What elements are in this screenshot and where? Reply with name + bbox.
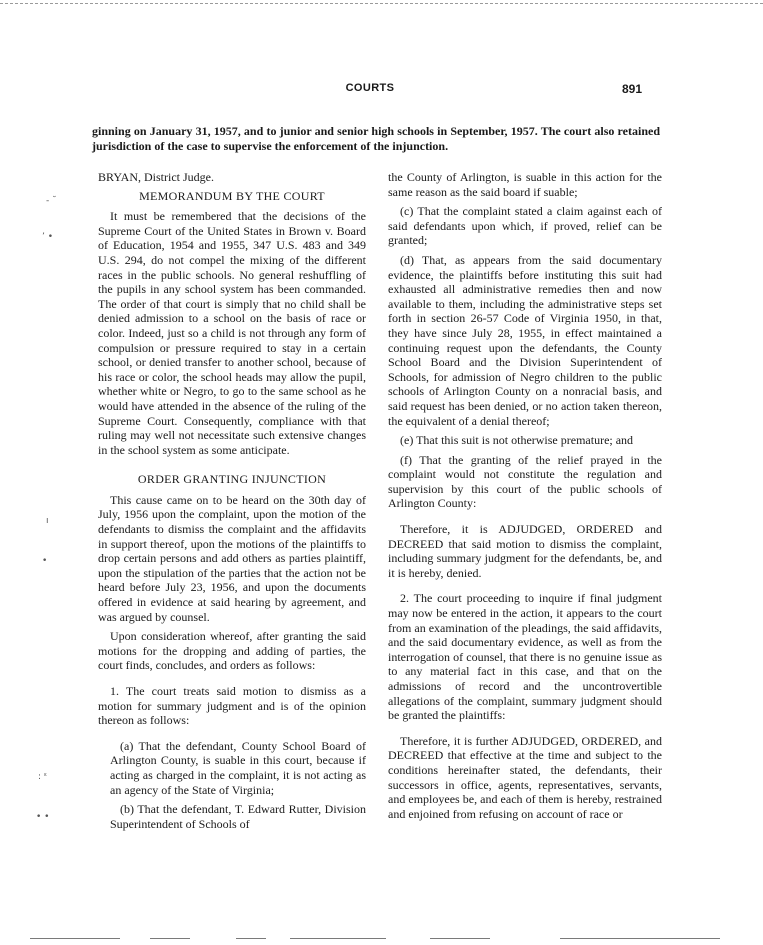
bottom-rule — [560, 938, 720, 939]
order-paragraph: Upon consideration whereof, after granting the said motions for the dropping and adding of parties, the court finds, concludes, and orders as follows: — [98, 629, 366, 673]
page-number: 891 — [622, 82, 643, 96]
scan-mark: ʼ • — [42, 232, 54, 242]
case-summary: ginning on January 31, 1957, and to junior and senior high schools in September, 1957. The court also retained jurisdiction of the case to supervise the enforcement of the injunction. — [92, 124, 660, 153]
bottom-rule — [430, 938, 490, 939]
list-item: (d) That, as appears from the said documentary evidence, the plaintiffs before instituting this suit had exhausted all administrative remedies then and now available to them, including the administrative steps set forth in section 26-57 Code of Virginia 1950, in that, they have since July 28, 1955, in effect maintained a continuing request upon the defendants, the County School Board and the Division Superintendent of Schools, for admission of Negro children to the public schools of Arlington County on a nonracial basis, and said request has been denied, or no action taken thereon, the equivalent of a denial thereof; — [388, 252, 662, 428]
list-item: (b) That the defendant, T. Edward Rutter, Division Superintendent of Schools of — [110, 802, 366, 831]
list-item: (c) That the complaint stated a claim against each of said defendants upon which, if proved, relief can be granted; — [388, 204, 662, 248]
scan-mark: ı — [46, 516, 49, 526]
section-gap — [98, 462, 366, 468]
decree-paragraph: Therefore, it is further ADJUDGED, ORDERED, and DECREED that effective at the time and subject to the conditions hereinafter stated, the defendants, their successors in office, agents, representatives, servants, and employees be, and each of them is hereby, restrained and enjoined from refusing on account of race or — [388, 733, 662, 821]
list-item: (e) That this suit is not otherwise premature; and — [400, 433, 634, 448]
bottom-rule — [236, 938, 266, 939]
list-item-continuation: the County of Arlington, is suable in this action for the same reason as the said board if suable; — [388, 170, 662, 199]
top-edge-dashes — [0, 3, 763, 4]
numbered-point: 2. The court proceeding to inquire if final judgment may now be entered in the action, it appears to the court from an examination of the pleadings, the said affidavits, and the said documentary evidence, as well as from the interrogation of counsel, that there is no genuine issue as to any material fact in this case, and that on the admissions of record and the uncontrovertible allegations of the complaint, summary judgment should be granted the plaintiffs: — [388, 591, 662, 723]
scan-mark: - ˘ — [46, 196, 57, 206]
right-column — [388, 170, 662, 826]
judge-line: BRYAN, District Judge. — [98, 170, 215, 184]
order-paragraph: This cause came on to be heard on the 30th day of July, 1956 upon the complaint, upon the motion of the defendants to dismiss the complaint and the affidavits in support thereof, upon the motions of the plaintiffs to drop certain persons and add others as parties plaintiff, upon the stipulation of the parties that the action not be heard before July 23, 1956, and upon the documents offered in evidence at said hearing by agreement, and was argued by counsel. — [98, 492, 366, 624]
decree-paragraph: Therefore, it is ADJUDGED, ORDERED and DECREED that said motion to dismiss the complaint, including summary judgment for the defendants, be, and it is hereby, denied. — [388, 522, 662, 580]
bottom-rule — [150, 938, 190, 939]
bottom-rule — [30, 938, 120, 939]
numbered-point: 1. The court treats said motion to dismiss as a motion for summary judgment and is of the opinion thereon as follows: — [98, 684, 366, 728]
scan-mark: • • — [36, 812, 50, 822]
memorandum-heading: MEMORANDUM BY THE COURT — [139, 188, 325, 203]
left-column — [98, 170, 366, 836]
running-title: COURTS — [345, 82, 395, 94]
list-item: (a) That the defendant, County School Board of Arlington County, is suable in this court, because if acting as charged in the complaint, it is not acting as an agency of the State of Virginia; — [110, 738, 366, 797]
running-head — [0, 82, 763, 98]
memorandum-paragraph: It must be remembered that the decisions of the Supreme Court of the United States in Brown v. Board of Education, 1954 and 1955, 347 U.S. 483 and 349 U.S. 294, do not compel the mixing of the different races in the public schools. No general reshuffling of the pupils in any school system has been commanded. The order of that court is simply that no child shall be denied admission to a school on the basis of race or color. Indeed, just so a child is not through any form of compulsion or pressure required to stay in a certain school, or denied transfer to another school, because of his race or color, the school heads may allow the pupil, whether white or Negro, to go to the same school as he would have attended in the absence of the ruling of the Supreme Court. Consequently, compliance with that ruling may well not necessitate such extensive changes in the school system as some anticipate. — [98, 209, 366, 457]
bottom-rule — [290, 938, 386, 939]
scan-mark: : ᵋ — [38, 772, 48, 782]
list-item: (f) That the granting of the relief prayed in the complaint would not constitute the regulation and supervision by this court of the public schools of Arlington County: — [388, 452, 662, 511]
scan-mark: • — [42, 556, 48, 566]
order-heading: ORDER GRANTING INJUNCTION — [137, 472, 327, 487]
